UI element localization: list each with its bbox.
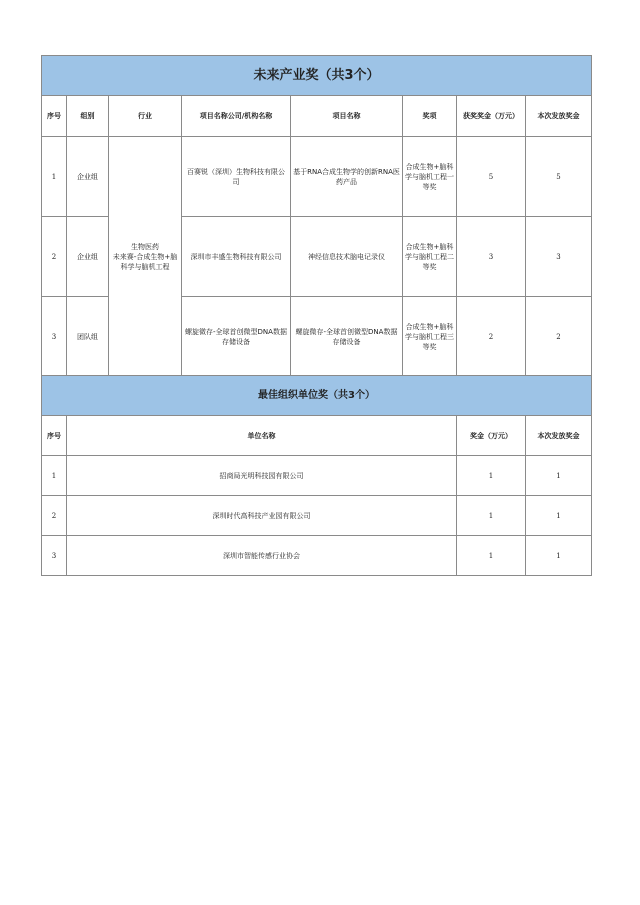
cell-group: 企业组 (67, 137, 109, 217)
cell-company: 深圳市丰盛生物科技有限公司 (182, 217, 291, 297)
header-seq: 序号 (42, 96, 67, 137)
header-seq: 序号 (42, 416, 67, 456)
cell-unit: 深圳市智能传感行业协会 (67, 536, 457, 576)
cell-unit: 招商局光明科技园有限公司 (67, 456, 457, 496)
header-project: 项目名称 (291, 96, 403, 137)
cell-issued: 5 (526, 137, 592, 217)
best-organizer-award-table (41, 375, 592, 576)
cell-issued: 3 (526, 217, 592, 297)
header-issued: 本次发放奖金 (526, 416, 592, 456)
header-prize: 奖金（万元） (457, 416, 526, 456)
cell-seq: 3 (42, 297, 67, 377)
cell-seq: 3 (42, 536, 67, 576)
cell-group: 团队组 (67, 297, 109, 377)
cell-seq: 1 (42, 137, 67, 217)
cell-award: 合成生物+脑科学与脑机工程二等奖 (403, 217, 457, 297)
header-award: 奖项 (403, 96, 457, 137)
cell-prize: 1 (457, 456, 526, 496)
cell-issued: 1 (526, 456, 592, 496)
future-industry-award-table (41, 55, 592, 377)
section-title: 未来产业奖（共3个） (42, 56, 592, 96)
cell-company: 螺旋微存-全球首创微型DNA数据存储设备 (182, 297, 291, 377)
cell-award: 合成生物+脑科学与脑机工程一等奖 (403, 137, 457, 217)
cell-seq: 2 (42, 217, 67, 297)
cell-prize: 2 (457, 297, 526, 377)
table-row (42, 496, 592, 536)
table-row (42, 137, 592, 217)
cell-prize: 1 (457, 536, 526, 576)
header-industry: 行业 (109, 96, 182, 137)
cell-unit: 深圳时代高科技产业园有限公司 (67, 496, 457, 536)
cell-industry: 生物医药 未来赛-合成生物+脑科学与脑机工程 (109, 137, 182, 377)
cell-project: 基于RNA合成生物学的创新RNA医药产品 (291, 137, 403, 217)
cell-issued: 2 (526, 297, 592, 377)
section-title: 最佳组织单位奖（共3个） (42, 376, 592, 416)
header-group: 组别 (67, 96, 109, 137)
cell-company: 百赛锐（深圳）生物科技有限公司 (182, 137, 291, 217)
cell-issued: 1 (526, 496, 592, 536)
cell-project: 神经信息技术脑电记录仪 (291, 217, 403, 297)
table-row (42, 536, 592, 576)
cell-seq: 2 (42, 496, 67, 536)
cell-seq: 1 (42, 456, 67, 496)
cell-group: 企业组 (67, 217, 109, 297)
table-row (42, 456, 592, 496)
cell-project: 螺旋微存-全球首创微型DNA数据存储设备 (291, 297, 403, 377)
cell-prize: 3 (457, 217, 526, 297)
cell-prize: 1 (457, 496, 526, 536)
header-company: 项目名称公司/机构名称 (182, 96, 291, 137)
cell-award: 合成生物+脑科学与脑机工程三等奖 (403, 297, 457, 377)
cell-prize: 5 (457, 137, 526, 217)
header-unit: 单位名称 (67, 416, 457, 456)
cell-issued: 1 (526, 536, 592, 576)
header-issued: 本次发放奖金 (526, 96, 592, 137)
header-prize: 获奖奖金（万元） (457, 96, 526, 137)
